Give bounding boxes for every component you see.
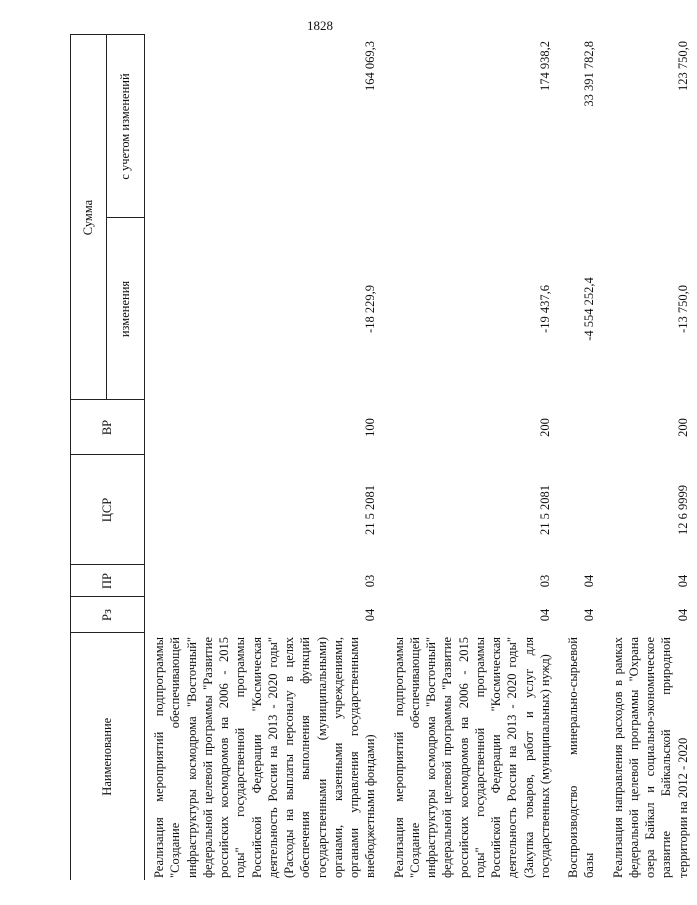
row-rz: 04 xyxy=(582,608,597,622)
row-change: -19 437,6 xyxy=(537,285,552,333)
row-vr xyxy=(559,400,604,455)
header-change: изменения xyxy=(107,218,145,400)
header-pr: ПР xyxy=(71,565,145,597)
header-csr: ЦСР xyxy=(71,455,145,565)
row-csr: 21 5 2081 xyxy=(537,485,552,535)
header-name: Наименование xyxy=(71,633,145,880)
row-with-change: 33 391 782,8 xyxy=(582,41,597,107)
row-with-change: 164 069,3 xyxy=(363,41,378,91)
row-rz: 04 xyxy=(537,608,552,622)
header-vr: ВР xyxy=(71,400,145,455)
table-row xyxy=(145,35,385,880)
row-name: Реализация мероприятий подпрограммы "Создание обеспечивающей инфраструктуры космодрома "Восточный" федеральной целевой программы "Развитие российских космодромов на 2006 - 2015 годы" государственной программы Российской Федерации "Космическая деятельность России на 2013 - 2020 годы" (Закупка товаров, работ и услуг для государственных (муниципальных) нужд) xyxy=(391,637,552,878)
row-change: -18 229,9 xyxy=(363,285,378,333)
row-pr: 04 xyxy=(675,574,690,588)
row-pr: 03 xyxy=(363,574,378,588)
row-name: Реализация мероприятий подпрограммы "Создание обеспечивающей инфраструктуры космодрома "Восточный" федеральной целевой программы "Развитие российских космодромов на 2006 - 2015 годы" государственной программы Российской Федерации "Космическая деятельность России на 2013 - 2020 годы" (Расходы на выплаты персоналу в целях обеспечения выполнения функций государственными (муниципальными) органами, казенными учреждениями, органами управления государственными внебюджетными фондами) xyxy=(152,637,378,878)
page-number: 1828 xyxy=(307,18,333,33)
header-rz: Рз xyxy=(71,597,145,633)
row-name: Реализация направления расходов в рамках федеральной целевой программы "Охрана озера Байкал и социально-экономическое развитие Байкальской природной территории на 2012 - 2020 xyxy=(610,637,690,878)
table-row xyxy=(559,35,604,880)
row-csr: 21 5 2081 xyxy=(363,485,378,535)
row-with-change: 174 938,2 xyxy=(537,41,552,91)
row-change: -4 554 252,4 xyxy=(582,277,597,341)
budget-table xyxy=(70,35,697,881)
header-sum: Сумма xyxy=(71,35,107,400)
row-csr: 12 6 9999 xyxy=(675,485,690,535)
rotated-budget-table xyxy=(70,35,690,880)
table-row xyxy=(604,35,697,880)
row-vr: 200 xyxy=(675,418,690,437)
table-row xyxy=(385,35,560,880)
row-pr: 03 xyxy=(537,574,552,588)
row-vr: 200 xyxy=(537,418,552,437)
row-rz: 04 xyxy=(363,608,378,622)
row-name: Воспроизводство минерально-сырьевой базы xyxy=(566,637,597,878)
row-change: -13 750,0 xyxy=(675,285,690,333)
row-pr: 04 xyxy=(582,574,597,588)
row-rz: 04 xyxy=(675,608,690,622)
row-vr: 100 xyxy=(363,418,378,437)
header-with-change: с учетом изменений xyxy=(107,35,145,218)
row-csr xyxy=(559,455,604,565)
row-with-change: 123 750,0 xyxy=(675,41,690,91)
